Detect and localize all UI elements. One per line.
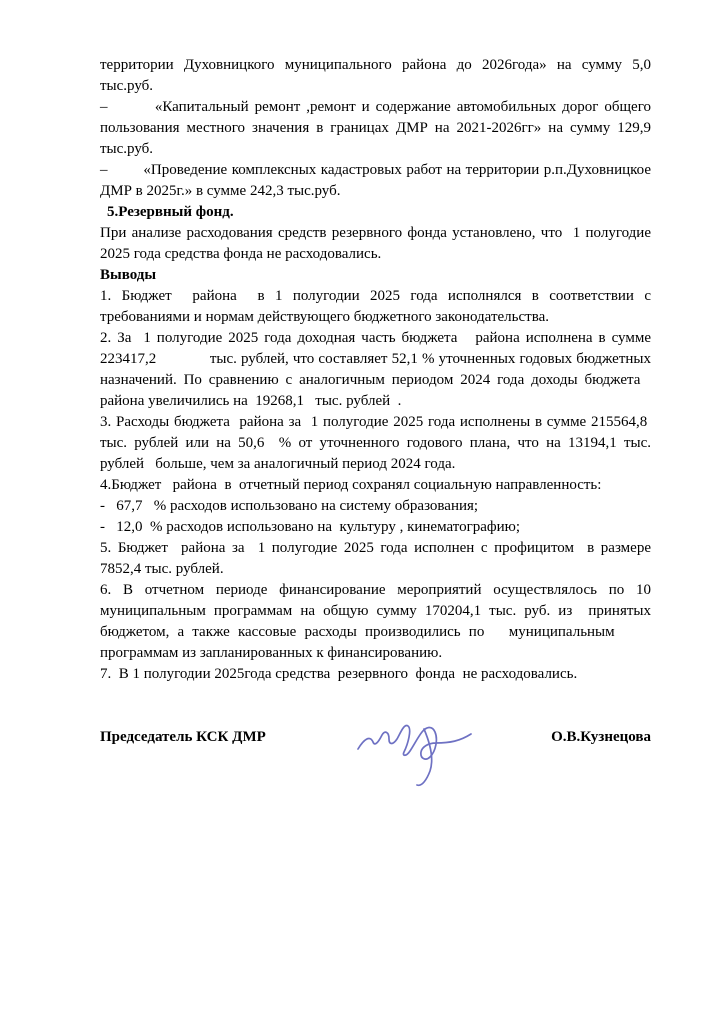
- dash-item-road-repair: – «Капитальный ремонт ,ремонт и содержание автомобильных дорог общего пользования местного значения в границах ДМР на 2021-2026гг» на сумму 129,9 тыс.руб.: [100, 99, 651, 157]
- conclusion-4-culture: - 12,0 % расходов использовано на культуру , кинематографию;: [100, 519, 521, 535]
- conclusion-7: 7. В 1 полугодии 2025года средства резервного фонда не расходовались.: [100, 666, 578, 682]
- conclusion-4: 4.Бюджет района в отчетный период сохранял социальную направленность:: [100, 477, 602, 493]
- conclusion-5: 5. Бюджет района за 1 полугодие 2025 года исполнен с профицитом в размере 7852,4 тыс. рублей.: [100, 540, 651, 577]
- conclusion-1: 1. Бюджет района в 1 полугодии 2025 года исполнялся в соответствии с требованиями и нормам действующего бюджетного законодательства.: [100, 288, 651, 325]
- signature-stroke: [358, 725, 471, 759]
- signatory-name: О.В.Кузнецова: [551, 729, 651, 745]
- conclusion-3: 3. Расходы бюджета района за 1 полугодие 2025 года исполнены в сумме 215564,8 тыс. рублей или на 50,6 % от уточненного годового плана, что на 13194,1 тыс. рублей больше, чем за аналогичный период 2024 года.: [100, 414, 651, 472]
- conclusion-6: 6. В отчетном периоде финансирование мероприятий осуществлялось по 10 муниципальным программам на общую сумму 170204,1 тыс. руб. из принятых бюджетом, а также кассовые расходы производились по муниципальным программам из запланированных к финансированию.: [100, 582, 651, 661]
- signatory-title: Председатель КСК ДМР: [100, 729, 266, 745]
- signature-autograph: [338, 699, 478, 791]
- section-5-heading: 5.Резервный фонд.: [107, 204, 234, 220]
- continuation-road-program: территории Духовницкого муниципального района до 2026года» на сумму 5,0 тыс.руб.: [100, 57, 651, 94]
- signature-block: [100, 703, 651, 798]
- conclusion-4-education: - 67,7 % расходов использовано на систему образования;: [100, 498, 479, 514]
- conclusions-heading: Выводы: [100, 267, 157, 283]
- document-body: [100, 55, 651, 685]
- conclusion-2: 2. За 1 полугодие 2025 года доходная часть бюджета района исполнена в сумме 223417,2 тыс. рублей, что составляет 52,1 % уточненных годовых бюджетных назначений. По сравнению с аналогичным периодом 2024 года доходы бюджета района увеличились на 19268,1 тыс. рублей .: [100, 330, 651, 409]
- dash-item-cadastral-works: – «Проведение комплексных кадастровых работ на территории р.п.Духовницкое ДМР в 2025г.» в сумме 242,3 тыс.руб.: [100, 162, 651, 199]
- reserve-fund-analysis: При анализе расходования средств резервного фонда установлено, что 1 полугодие 2025 года средства фонда не расходовались.: [100, 225, 651, 262]
